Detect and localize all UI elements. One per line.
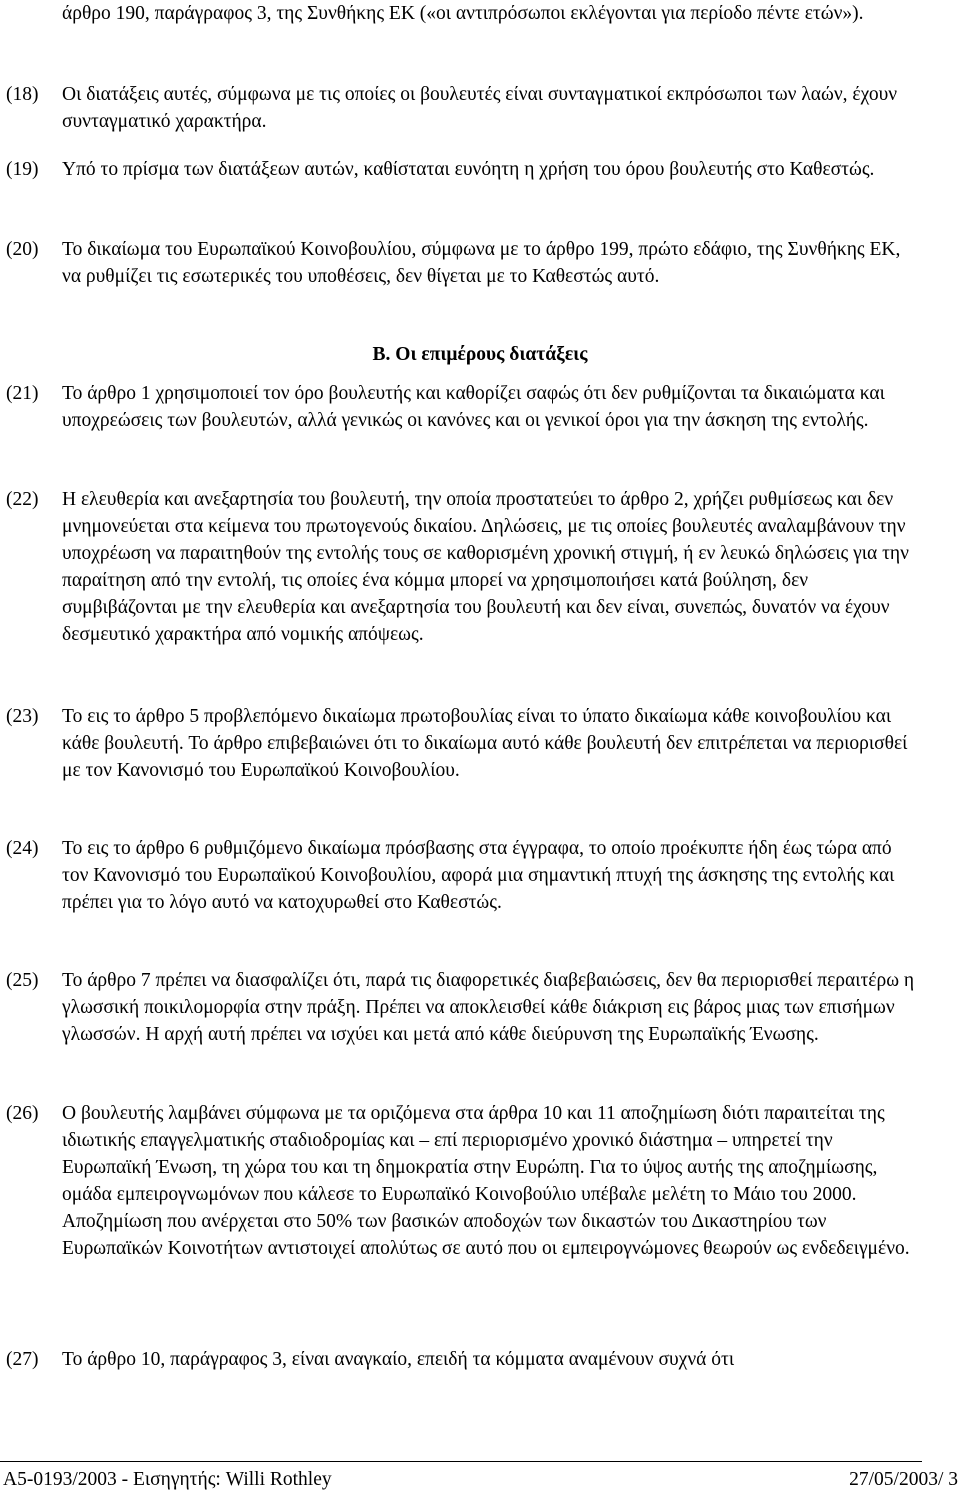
paragraph-25 — [6, 967, 920, 1048]
paragraph-number: (26) — [6, 1103, 39, 1124]
footer-divider — [0, 1461, 922, 1462]
paragraph-text: Το άρθρο 10, παράγραφος 3, είναι αναγκαίο, επειδή τα κόμματα αναμένουν συχνά ότι — [62, 1349, 735, 1370]
footer-reference: A5-0193/2003 - Εισηγητής: Willi Rothley — [3, 1469, 332, 1490]
paragraph-text: Το εις το άρθρο 5 προβλεπόμενο δικαίωμα πρωτοβουλίας είναι το ύπατο δικαίωμα κάθε κοινοβουλίου και κάθε βουλευτή. Το άρθρο επιβεβαιώνει ότι το δικαίωμα αυτό κάθε βουλευτή δεν επιτρέπεται να περιορισθεί με τον Κανονισμό του Ευρωπαϊκού Κοινοβουλίου. — [62, 706, 908, 781]
paragraph-number: (23) — [6, 706, 39, 727]
paragraph-number: (22) — [6, 489, 39, 510]
intro-text: άρθρο 190, παράγραφος 3, της Συνθήκης ΕΚ («οι αντιπρόσωποι εκλέγονται για περίοδο πέντε ετών»). — [62, 3, 864, 24]
paragraph-text: Οι διατάξεις αυτές, σύμφωνα με τις οποίες οι βουλευτές είναι συνταγματικοί εκπρόσωποι των λαών, έχουν συνταγματικό χαρακτήρα. — [62, 84, 898, 132]
footer-date-page: 27/05/2003/ 3 — [849, 1469, 958, 1490]
paragraph-number: (20) — [6, 239, 39, 260]
paragraph-text: Ο βουλευτής λαμβάνει σύμφωνα με τα οριζόμενα στα άρθρα 10 και 11 αποζημίωση διότι παραιτείται της ιδιωτικής επαγγελματικής σταδιοδρομίας και – επί περιορισμένο χρονικό διάστημα – υπηρετεί την Ευρωπαϊκή Ένωση, τη χώρα του και τη δημοκρατία στην Ευρώπη. Για το ύψος αυτής της αποζημίωσης, ομάδα εμπειρογνωμόνων που κάλεσε το Ευρωπαϊκό Κοινοβούλιο υπέβαλε μελέτη το Μάιο του 2000. Αποζημίωση που ανέρχεται στο 50% των βασικών αποδοχών των δικαστών του Δικαστηρίου των Ευρωπαϊκών Κοινοτήτων αντιστοιχεί απολύτως σε αυτό που οι εμπειρογνώμονες θεωρούν ως ενδεδειγμένο. — [62, 1103, 910, 1259]
paragraph-number: (25) — [6, 970, 39, 991]
paragraph-26 — [6, 1100, 920, 1262]
paragraph-number: (21) — [6, 383, 39, 404]
paragraph-23 — [6, 703, 920, 784]
paragraph-22 — [6, 486, 920, 648]
paragraph-text: Υπό το πρίσμα των διατάξεων αυτών, καθίσταται ευνόητη η χρήση του όρου βουλευτής στο Καθεστώς. — [62, 159, 875, 180]
paragraph-text: Το δικαίωμα του Ευρωπαϊκού Κοινοβουλίου, σύμφωνα με το άρθρο 199, πρώτο εδάφιο, της Συνθήκης ΕΚ, να ρυθμίζει τις εσωτερικές του υποθέσεις, δεν θίγεται με το Καθεστώς αυτό. — [62, 239, 901, 287]
paragraph-text: Το εις το άρθρο 6 ρυθμιζόμενο δικαίωμα πρόσβασης στα έγγραφα, το οποίο προέκυπτε ήδη έως τώρα από τον Κανονισμό του Ευρωπαϊκού Κοινοβουλίου, αφορά μια σημαντική πτυχή της άσκησης της εντολής και πρέπει για το λόγο αυτό να κατοχυρωθεί στο Καθεστώς. — [62, 838, 895, 913]
section-heading: B. Οι επιμέρους διατάξεις — [372, 344, 588, 365]
paragraph-21 — [6, 380, 920, 434]
paragraph-19 — [6, 156, 920, 183]
paragraph-number: (24) — [6, 838, 39, 859]
paragraph-20 — [6, 236, 920, 290]
paragraph-number: (19) — [6, 159, 39, 180]
paragraph-18 — [6, 81, 920, 135]
paragraph-24 — [6, 835, 920, 916]
paragraph-text: Το άρθρο 7 πρέπει να διασφαλίζει ότι, παρά τις διαφορετικές διαβεβαιώσεις, δεν θα περιορισθεί περαιτέρω η γλωσσική ποικιλομορφία στην πράξη. Πρέπει να αποκλεισθεί κάθε διάκριση εις βάρος μιας των επισήμων γλωσσών. Η αρχή αυτή πρέπει να ισχύει και μετά από κάθε διεύρυνση της Ευρωπαϊκής Ένωσης. — [62, 970, 915, 1045]
paragraph-27 — [6, 1346, 920, 1373]
paragraph-text: Η ελευθερία και ανεξαρτησία του βουλευτή, την οποία προστατεύει το άρθρο 2, χρήζει ρυθμίσεως και δεν μνημονεύεται στα κείμενα του πρωτογενούς δικαίου. Δηλώσεις, με τις οποίες βουλευτές αναλαμβάνουν την υποχρέωση να παραιτηθούν της εντολής τους σε καθορισμένη χρονική στιγμή, ή εν λευκώ δηλώσεις για την παραίτηση από την εντολή, τις οποίες ένα κόμμα μπορεί να χρησιμοποιήσει κατά βούληση, δεν συμβιβάζονται με την ελευθερία και ανεξαρτησία του βουλευτή και δεν είναι, συνεπώς, δυνατόν να έχουν δεσμευτικό χαρακτήρα από νομικής απόψεως. — [62, 489, 909, 645]
paragraph-number: (27) — [6, 1349, 39, 1370]
paragraph-number: (18) — [6, 84, 39, 105]
paragraph-text: Το άρθρο 1 χρησιμοποιεί τον όρο βουλευτής και καθορίζει σαφώς ότι δεν ρυθμίζονται τα δικαιώματα και υποχρεώσεις των βουλευτών, αλλά γενικώς οι κανόνες και οι γενικοί όροι για την άσκηση της εντολής. — [62, 383, 885, 431]
